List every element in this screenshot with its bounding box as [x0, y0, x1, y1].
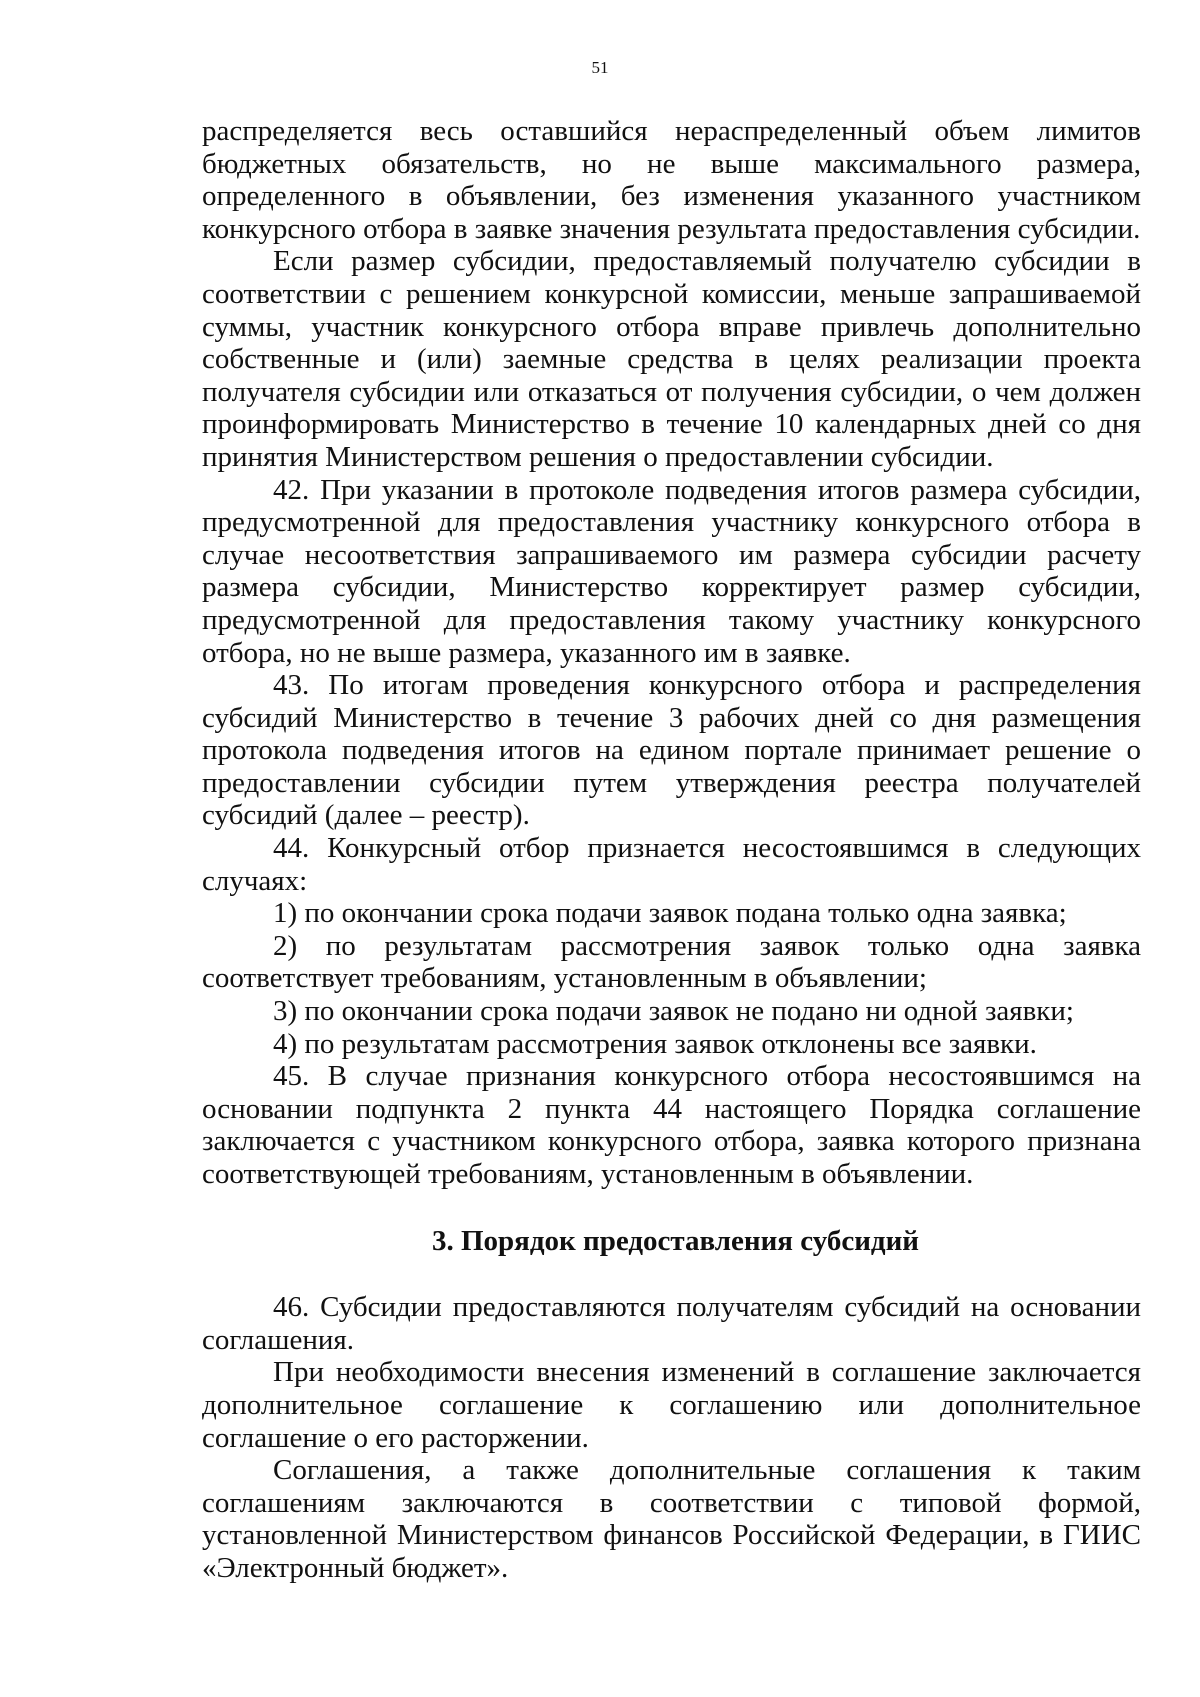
- paragraph-item-42: 42. При указании в протоколе подведения итогов размера субсидии, предусмотренной для предоставления участнику конкурсного отбора в случае несоответствия запрашиваемого им размера субсидии расчету размера субсидии, Министерство корректирует размер субсидии, предусмотренной для предоставления такому участнику конкурсного отбора, но не выше размера, указанного им в заявке.: [202, 473, 1141, 669]
- section-text-after: [202, 1291, 1141, 1584]
- list-item-4: 4) по результатам рассмотрения заявок отклонены все заявки.: [273, 1027, 1037, 1060]
- paragraph: распределяется весь оставшийся нераспределенный объем лимитов бюджетных обязательств, но не выше максимального размера, определенного в объявлении, без изменения указанного участником конкурсного отбора в заявке значения результата предоставления субсидии.: [202, 115, 1141, 245]
- list-item-1: 1) по окончании срока подачи заявок подана только одна заявка;: [273, 897, 1067, 930]
- section-heading: 3. Порядок предоставления субсидий: [431, 1224, 920, 1257]
- paragraph-item-46: 46. Субсидии предоставляются получателям субсидий на основании соглашения.: [202, 1291, 1141, 1356]
- paragraph-item-44: 44. Конкурсный отбор признается несостоявшимся в следующих случаях:: [202, 832, 1141, 897]
- paragraph: Если размер субсидии, предоставляемый получателю субсидии в соответствии с решением конкурсной комиссии, меньше запрашиваемой суммы, участник конкурсного отбора вправе привлечь дополнительно собственные и (или) заемные средства в целях реализации проекта получателя субсидии или отказаться от получения субсидии, о чем должен проинформировать Министерство в течение 10 календарных дней со дня принятия Министерством решения о предоставлении субсидии.: [202, 245, 1141, 473]
- document-body: [202, 115, 1141, 1585]
- paragraph: Соглашения, а также дополнительные соглашения к таким соглашениям заключаются в соответствии с типовой формой, установленной Министерством финансов Российской Федерации, в ГИИС «Электронный бюджет».: [202, 1454, 1141, 1584]
- paragraph-item-45: 45. В случае признания конкурсного отбора несостоявшимся на основании подпункта 2 пункта 44 настоящего Порядка соглашение заключается с участником конкурсного отбора, заявка которого признана соответствующей требованиям, установленным в объявлении.: [202, 1060, 1141, 1190]
- paragraph: При необходимости внесения изменений в соглашение заключается дополнительное соглашение к соглашению или дополнительное соглашение о его расторжении.: [202, 1356, 1141, 1454]
- page-number: 51: [591, 58, 609, 77]
- section-text-before: [202, 115, 1141, 1191]
- list-item-2: 2) по результатам рассмотрения заявок только одна заявка соответствует требованиям, установленным в объявлении;: [202, 929, 1141, 995]
- paragraph-item-43: 43. По итогам проведения конкурсного отбора и распределения субсидий Министерство в течение 3 рабочих дней со дня размещения протокола подведения итогов на едином портале принимает решение о предоставлении субсидии путем утверждения реестра получателей субсидий (далее – реестр).: [202, 669, 1141, 832]
- list-item-3: 3) по окончании срока подачи заявок не подано ни одной заявки;: [273, 995, 1074, 1028]
